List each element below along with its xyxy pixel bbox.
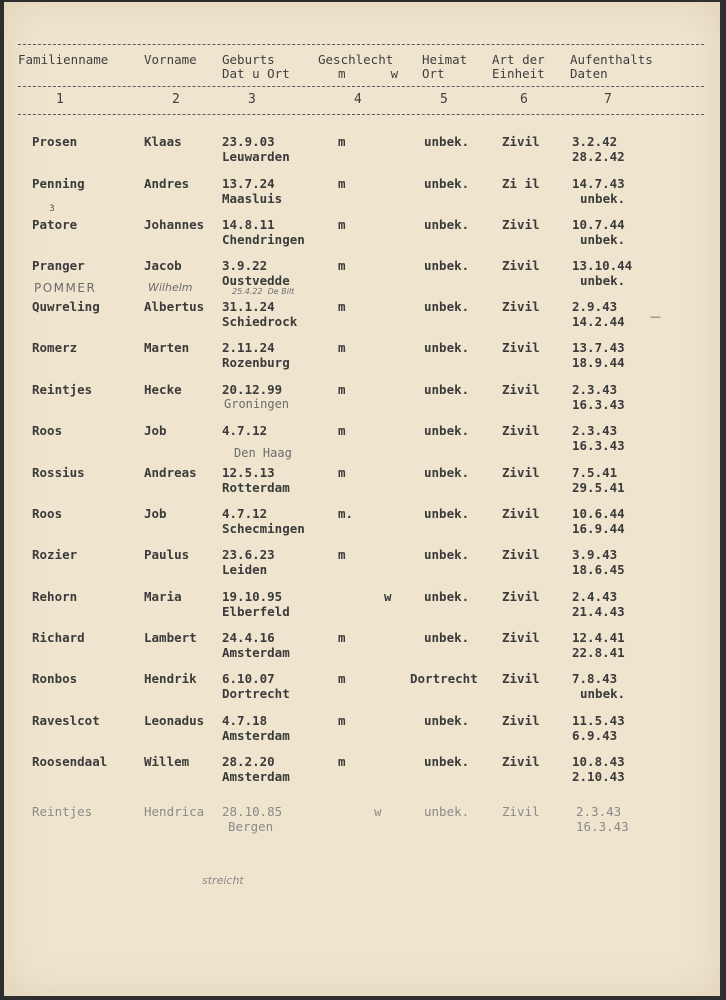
col-header-geschlecht: Geschlecht [318,52,394,67]
col-header-geburts: Geburts [222,52,275,67]
sex-m: m [338,134,346,149]
stay-date-to: 16.3.43 [576,819,629,834]
stay-date-to: 22.8.41 [572,645,625,660]
stay-date-from: 10.8.43 [572,754,625,769]
sex-m: m [338,713,346,728]
table-row [4,755,720,795]
handwritten-bottom-note: streicht [202,874,244,887]
col-header-ort: Ort [422,66,445,81]
home-town: unbek. [424,217,470,232]
sex-m: m [338,423,346,438]
birth-date: 14.8.11 [222,217,275,232]
birth-place: Maasluis [222,191,283,206]
sex-m: m [338,176,346,191]
surname: Roos [32,506,63,521]
birth-place: Amsterdam [222,728,290,743]
surname: Penning [32,176,85,191]
col-header-vorname: Vorname [144,52,197,67]
surname: Reintjes [32,804,93,819]
home-town: unbek. [424,547,470,562]
unit-type: Zivil [502,547,540,562]
table-row [4,300,720,340]
unit-type: Zivil [502,217,540,232]
col-header-heimat: Heimat [422,52,468,67]
unit-type: Zivil [502,506,540,521]
birth-place: Schecmingen [222,521,305,536]
header-bottom-rule [18,114,704,115]
stay-date-to: 29.5.41 [572,480,625,495]
col-header-m-w: m w [338,66,399,81]
sex-m: m [338,754,346,769]
surname: Pranger [32,258,85,273]
home-town: unbek. [424,340,470,355]
sex-m: m [338,382,346,397]
first-name: Klaas [144,134,182,149]
surname: Rozier [32,547,78,562]
surname: Roosendaal [32,754,108,769]
stay-date-from: 3.9.43 [572,547,618,562]
table-row [4,590,720,630]
stay-date-to: unbek. [580,686,626,701]
unit-type: Zivil [502,713,540,728]
stay-date-from: 2.3.43 [576,804,622,819]
stay-date-from: 11.5.43 [572,713,625,728]
unit-type: Zivil [502,134,540,149]
stay-date-from: 12.4.41 [572,630,625,645]
home-town: unbek. [424,630,470,645]
birth-date: 4.7.12 [222,506,268,521]
home-town: unbek. [424,299,470,314]
header-top-rule [18,44,704,45]
table-row [4,672,720,712]
home-town: unbek. [424,176,470,191]
stay-date-to: unbek. [580,191,626,206]
stay-date-from: 2.3.43 [572,382,618,397]
table-row [4,548,720,588]
unit-type: Zivil [502,258,540,273]
sex-w: w [384,589,392,604]
first-name: Paulus [144,547,190,562]
first-name: Jacob [144,258,182,273]
birth-place: Schiedrock [222,314,298,329]
col-header-familienname: Familienname [18,52,109,67]
sex-m: m. [338,506,354,521]
birth-date: 28.10.85 [222,804,283,819]
surname: Reintjes [32,382,93,397]
stay-date-from: 10.6.44 [572,506,625,521]
birth-date: 23.6.23 [222,547,275,562]
birth-place: Chendringen [222,232,305,247]
sex-m: m [338,465,346,480]
stay-date-to: 16.3.43 [572,438,625,453]
stay-date-from: 2.9.43 [572,299,618,314]
first-name: Hendrica [144,804,205,819]
birth-place: Rozenburg [222,355,290,370]
birth-date: 2.11.24 [222,340,275,355]
unit-type: Zivil [502,299,540,314]
birth-place: Leuwarden [222,149,290,164]
first-name: Leonadus [144,713,205,728]
birth-place: Rotterdam [222,480,290,495]
table-row [4,383,720,423]
stay-date-to: 6.9.43 [572,728,618,743]
surname: Rehorn [32,589,78,604]
col-number-4: 4 [354,92,362,107]
col-number-2: 2 [172,92,180,107]
col-header-daten: Daten [570,66,608,81]
table-row [4,507,720,547]
sex-m: m [338,671,346,686]
handwritten-pommer-note: 25.4.22 De Bilt [232,287,295,296]
birth-date: 24.4.16 [222,630,275,645]
sex-m: m [338,258,346,273]
home-town: unbek. [424,804,470,819]
table-row [4,424,720,464]
col-number-6: 6 [520,92,528,107]
unit-type: Zivil [502,423,540,438]
birth-place: Amsterdam [222,769,290,784]
surname: Romerz [32,340,78,355]
unit-type: Zi il [502,176,540,191]
birth-date: 28.2.20 [222,754,275,769]
home-town: Dortrecht [410,671,478,686]
table-row [4,259,720,299]
stay-date-to: unbek. [580,232,626,247]
table-row [4,631,720,671]
first-name: Job [144,423,167,438]
col-header-einheit: Einheit [492,66,545,81]
table-row [4,177,720,217]
sex-m: m [338,340,346,355]
document-sheet [4,2,720,996]
first-name: Andres [144,176,190,191]
handwritten-dash-mark: — [650,310,661,323]
stay-date-from: 10.7.44 [572,217,625,232]
unit-type: Zivil [502,630,540,645]
stay-date-to: 2.10.43 [572,769,625,784]
birth-date: 6.10.07 [222,671,275,686]
birth-place: Oustvedde [222,273,290,288]
unit-type: Zivil [502,671,540,686]
stay-date-from: 3.2.42 [572,134,618,149]
col-number-7: 7 [604,92,612,107]
birth-place: Dortrecht [222,686,290,701]
sex-m: m [338,217,346,232]
birth-date: 19.10.95 [222,589,283,604]
table-row [4,204,720,258]
sex-m: m [338,299,346,314]
home-town: unbek. [424,713,470,728]
col-header-dat-ort: Dat u Ort [222,66,290,81]
handwritten-den-haag: Den Haag [234,446,292,460]
col-number-5: 5 [440,92,448,107]
stay-date-from: 2.3.43 [572,423,618,438]
stay-date-to: 18.6.45 [572,562,625,577]
surname: Ronbos [32,671,78,686]
unit-type: Zivil [502,804,540,819]
col-number-3: 3 [248,92,256,107]
birth-date: 4.7.18 [222,713,268,728]
handwritten-pommer-surname: POMMER [34,281,97,295]
stay-date-from: 13.7.43 [572,340,625,355]
stay-date-from: 2.4.43 [572,589,618,604]
unit-type: Zivil [502,382,540,397]
first-name: Hendrik [144,671,197,686]
unit-type: Zivil [502,465,540,480]
birth-date: 20.12.99 [222,382,283,397]
birth-place: Elberfeld [222,604,290,619]
home-town: unbek. [424,754,470,769]
birth-place: Leiden [222,562,268,577]
stay-date-to: unbek. [580,273,626,288]
first-name: Albertus [144,299,205,314]
stay-date-to: 21.4.43 [572,604,625,619]
first-name: Willem [144,754,190,769]
stay-date-from: 14.7.43 [572,176,625,191]
table-row [4,714,720,754]
birth-date: 3.9.22 [222,258,268,273]
sex-m: m [338,630,346,645]
home-town: unbek. [424,382,470,397]
birth-place: Amsterdam [222,645,290,660]
handwritten-tick: 3 [49,204,55,214]
surname: Raveslcot [32,713,100,728]
sex-m: m [338,547,346,562]
col-header-aufenthalts: Aufenthalts [570,52,653,67]
surname: Roos [32,423,63,438]
surname: Patore [32,217,78,232]
home-town: unbek. [424,423,470,438]
stay-date-to: 28.2.42 [572,149,625,164]
table-row [4,805,720,845]
unit-type: Zivil [502,754,540,769]
table-row [4,135,720,175]
home-town: unbek. [424,506,470,521]
first-name: Maria [144,589,182,604]
birth-date: 13.7.24 [222,176,275,191]
first-name: Job [144,506,167,521]
birth-date: 12.5.13 [222,465,275,480]
col-header-art-der: Art der [492,52,545,67]
first-name: Andreas [144,465,197,480]
first-name: Hecke [144,382,182,397]
home-town: unbek. [424,258,470,273]
surname: Rossius [32,465,85,480]
table-row [4,466,720,506]
home-town: unbek. [424,589,470,604]
birth-date: 23.9.03 [222,134,275,149]
first-name: Lambert [144,630,197,645]
unit-type: Zivil [502,589,540,604]
unit-type: Zivil [502,340,540,355]
birth-date: 31.1.24 [222,299,275,314]
stay-date-from: 7.8.43 [572,671,618,686]
sex-w: w [374,804,382,819]
birth-date: 4.7.12 [222,423,268,438]
stay-date-from: 13.10.44 [572,258,633,273]
home-town: unbek. [424,465,470,480]
surname: Quwreling [32,299,100,314]
surname: Richard [32,630,85,645]
stay-date-to: 14.2.44 [572,314,625,329]
stay-date-to: 16.3.43 [572,397,625,412]
col-number-1: 1 [56,92,64,107]
home-town: unbek. [424,134,470,149]
stay-date-from: 7.5.41 [572,465,618,480]
header-mid-rule [18,86,704,87]
first-name: Marten [144,340,190,355]
first-name: Johannes [144,217,205,232]
surname: Prosen [32,134,78,149]
stay-date-to: 18.9.44 [572,355,625,370]
stay-date-to: 16.9.44 [572,521,625,536]
table-row [4,341,720,381]
handwritten-pommer-firstname: Wilhelm [148,281,193,294]
handwritten-groningen: Groningen [224,397,290,411]
birth-place: Bergen [228,819,274,834]
